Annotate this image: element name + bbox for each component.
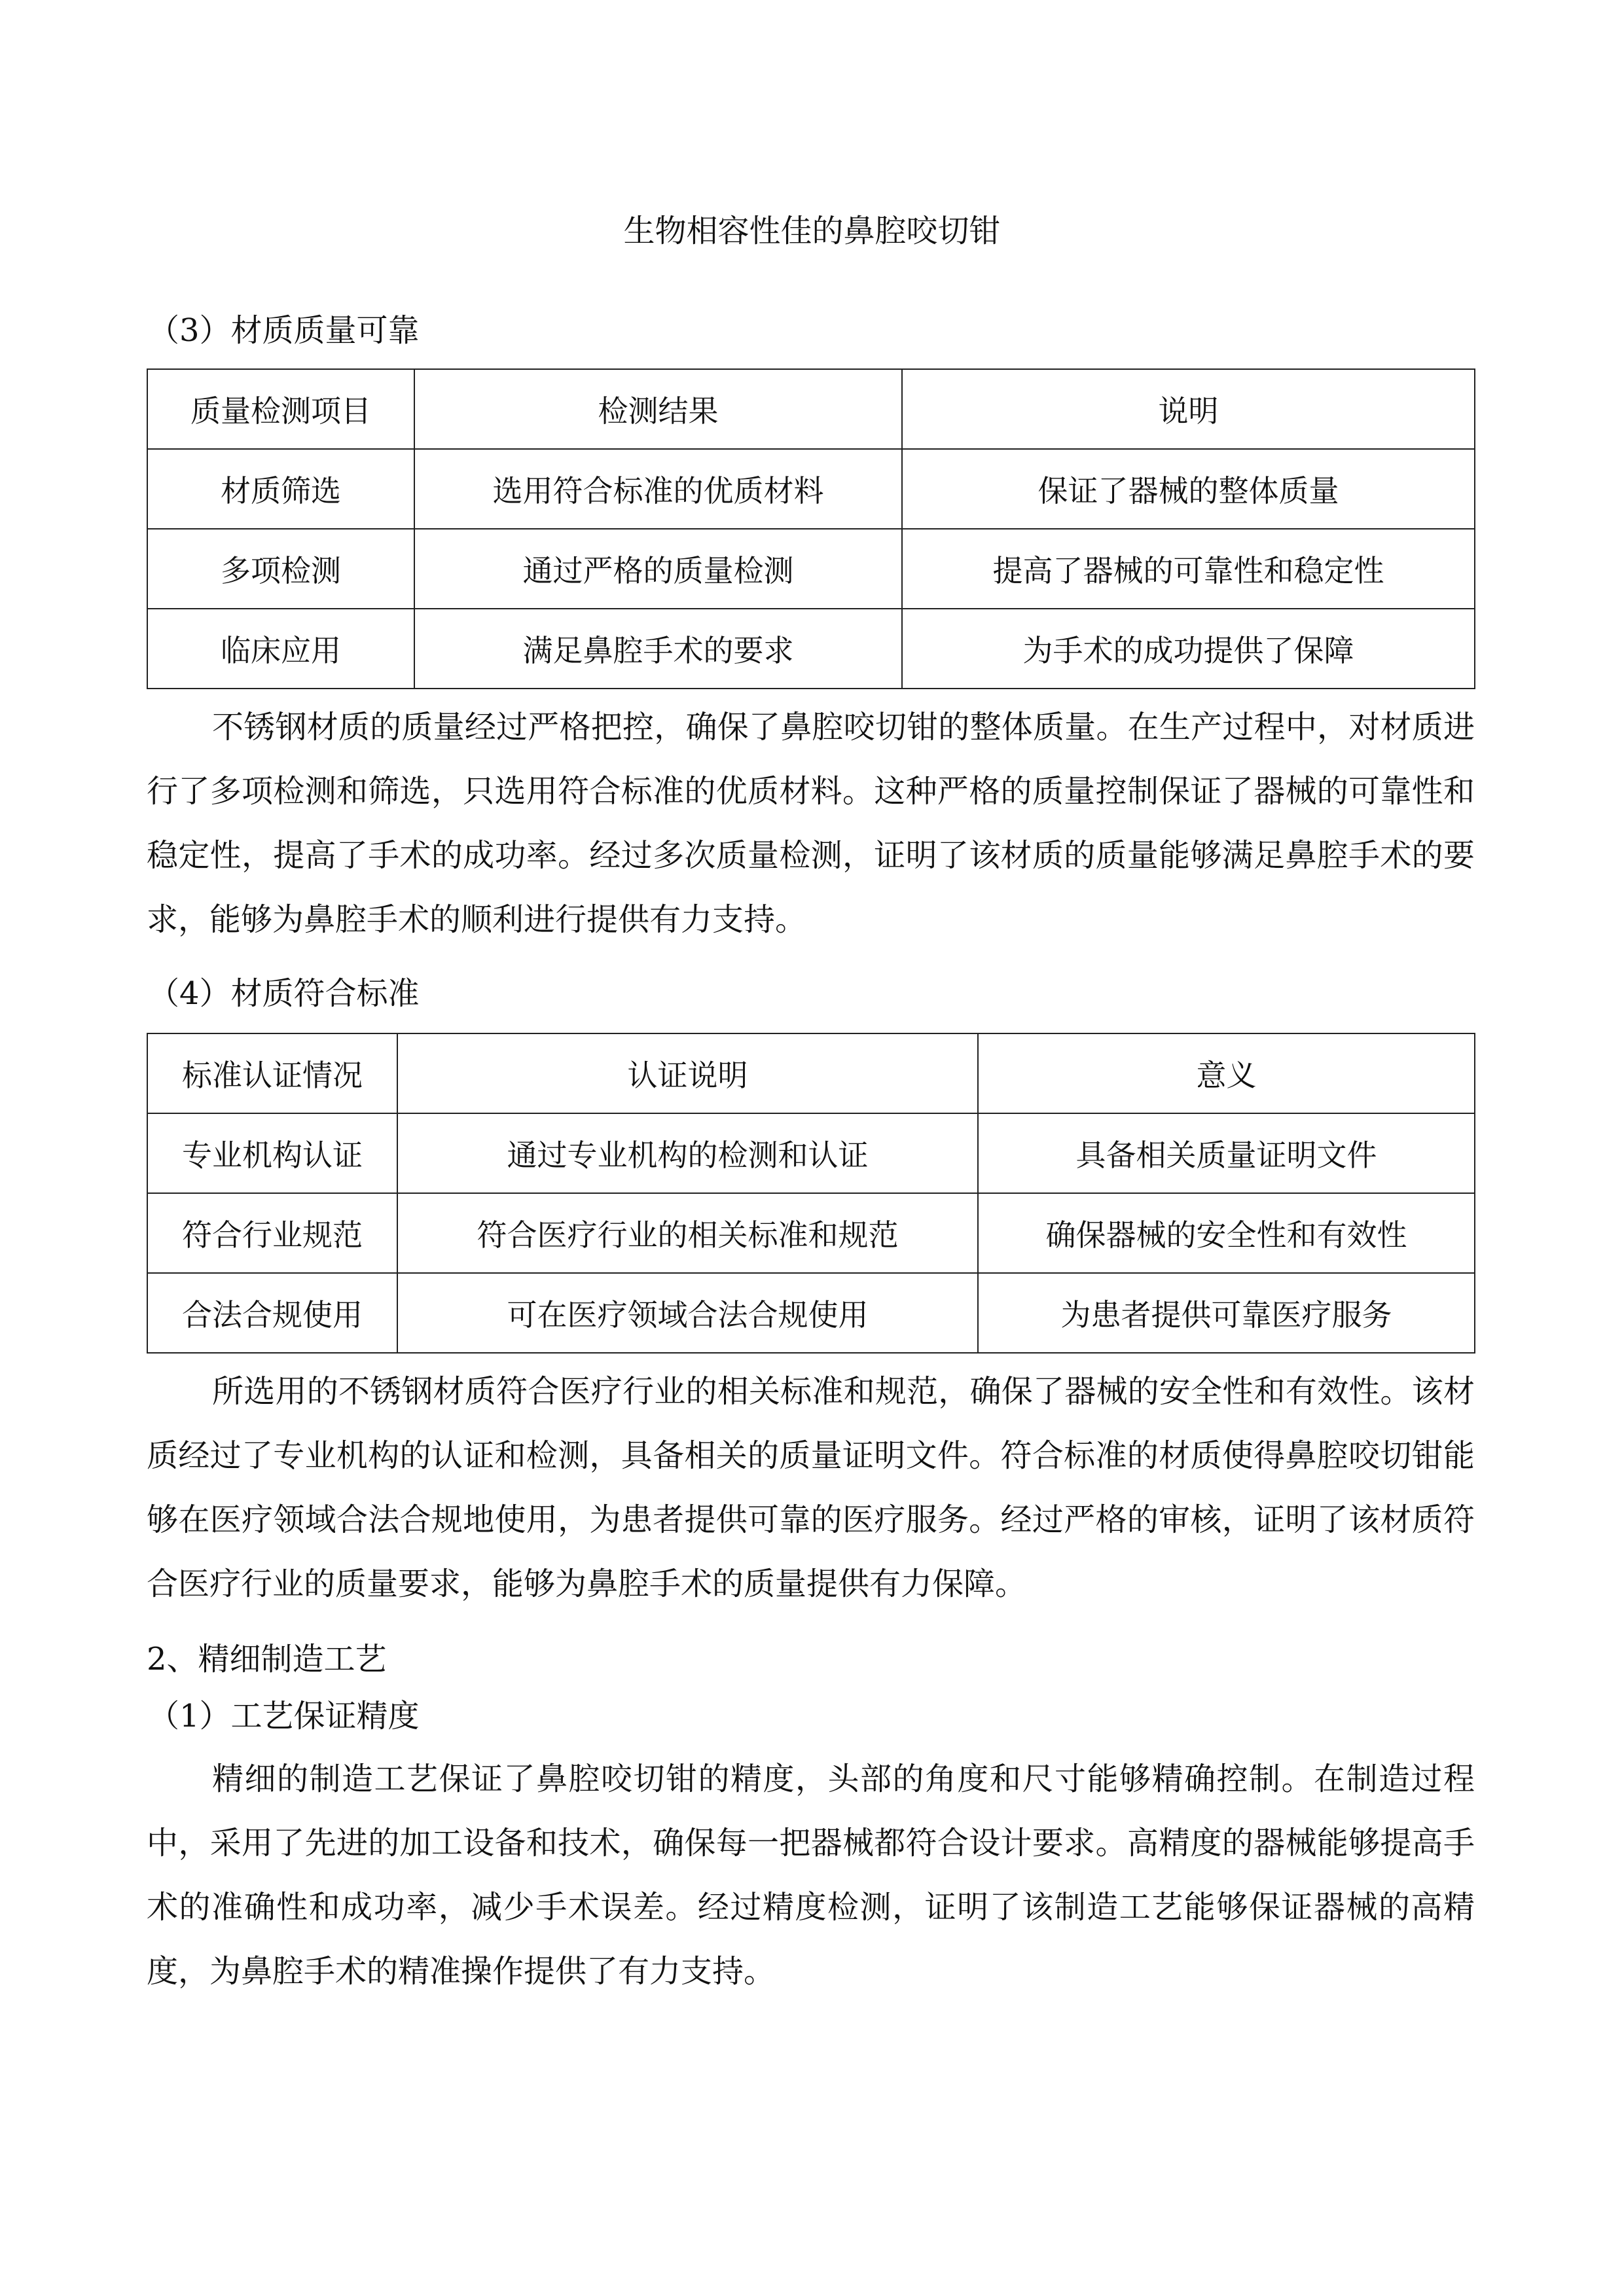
- section-heading: （1）工艺保证精度: [148, 1698, 420, 1734]
- table-cell: 确保器械的安全性和有效性: [978, 1193, 1475, 1273]
- table-header-row: [147, 369, 1475, 449]
- table-header: 意义: [978, 1033, 1475, 1113]
- table-cell: 为患者提供可靠医疗服务: [978, 1273, 1475, 1353]
- standards-table: [147, 1033, 1475, 1354]
- part-heading: 2、精细制造工艺: [147, 1641, 387, 1677]
- table-header: 检测结果: [414, 369, 902, 449]
- table-header: 说明: [902, 369, 1475, 449]
- table-row: [147, 1273, 1475, 1353]
- paragraph: 所选用的不锈钢材质符合医疗行业的相关标准和规范，确保了器械的安全性和有效性。该材质经过了专业机构的认证和检测，具备相关的质量证明文件。符合标准的材质使得鼻腔咬切钳能够在医疗领域合法合规地使用，为患者提供可靠的医疗服务。经过严格的审核，证明了该材质符合医疗行业的质量要求，能够为鼻腔手术的质量提供有力保障。: [147, 1373, 1475, 1602]
- table-cell: 多项检测: [147, 529, 414, 609]
- table-cell: 通过严格的质量检测: [414, 529, 902, 609]
- table-row: [147, 449, 1475, 529]
- quality-table: [147, 368, 1475, 689]
- table-header: 质量检测项目: [147, 369, 414, 449]
- table-cell: 临床应用: [147, 609, 414, 689]
- table-cell: 保证了器械的整体质量: [902, 449, 1475, 529]
- table-cell: 选用符合标准的优质材料: [414, 449, 902, 529]
- table-row: [147, 1193, 1475, 1273]
- table-cell: 合法合规使用: [147, 1273, 397, 1353]
- table-cell: 为手术的成功提供了保障: [902, 609, 1475, 689]
- table-cell: 符合医疗行业的相关标准和规范: [397, 1193, 978, 1273]
- table-cell: 可在医疗领域合法合规使用: [397, 1273, 978, 1353]
- table-cell: 通过专业机构的检测和认证: [397, 1113, 978, 1193]
- section-heading: （4）材质符合标准: [148, 975, 420, 1012]
- table-header: 认证说明: [397, 1033, 978, 1113]
- table-row: [147, 609, 1475, 689]
- table-row: [147, 529, 1475, 609]
- section-heading: （3）材质质量可靠: [148, 312, 420, 349]
- paragraph: 精细的制造工艺保证了鼻腔咬切钳的精度，头部的角度和尺寸能够精确控制。在制造过程中，采用了先进的加工设备和技术，确保每一把器械都符合设计要求。高精度的器械能够提高手术的准确性和成功率，减少手术误差。经过精度检测，证明了该制造工艺能够保证器械的高精度，为鼻腔手术的精准操作提供了有力支持。: [147, 1761, 1475, 1990]
- table-cell: 具备相关质量证明文件: [978, 1113, 1475, 1193]
- table-cell: 专业机构认证: [147, 1113, 397, 1193]
- table-cell: 符合行业规范: [147, 1193, 397, 1273]
- document-title: 生物相容性佳的鼻腔咬切钳: [623, 213, 1001, 249]
- table-cell: 提高了器械的可靠性和稳定性: [902, 529, 1475, 609]
- table-cell: 满足鼻腔手术的要求: [414, 609, 902, 689]
- paragraph: 不锈钢材质的质量经过严格把控，确保了鼻腔咬切钳的整体质量。在生产过程中，对材质进行了多项检测和筛选，只选用符合标准的优质材料。这种严格的质量控制保证了器械的可靠性和稳定性，提高了手术的成功率。经过多次质量检测，证明了该材质的质量能够满足鼻腔手术的要求，能够为鼻腔手术的顺利进行提供有力支持。: [147, 709, 1475, 938]
- table-header-row: [147, 1033, 1475, 1113]
- table-cell: 材质筛选: [147, 449, 414, 529]
- table-header: 标准认证情况: [147, 1033, 397, 1113]
- table-row: [147, 1113, 1475, 1193]
